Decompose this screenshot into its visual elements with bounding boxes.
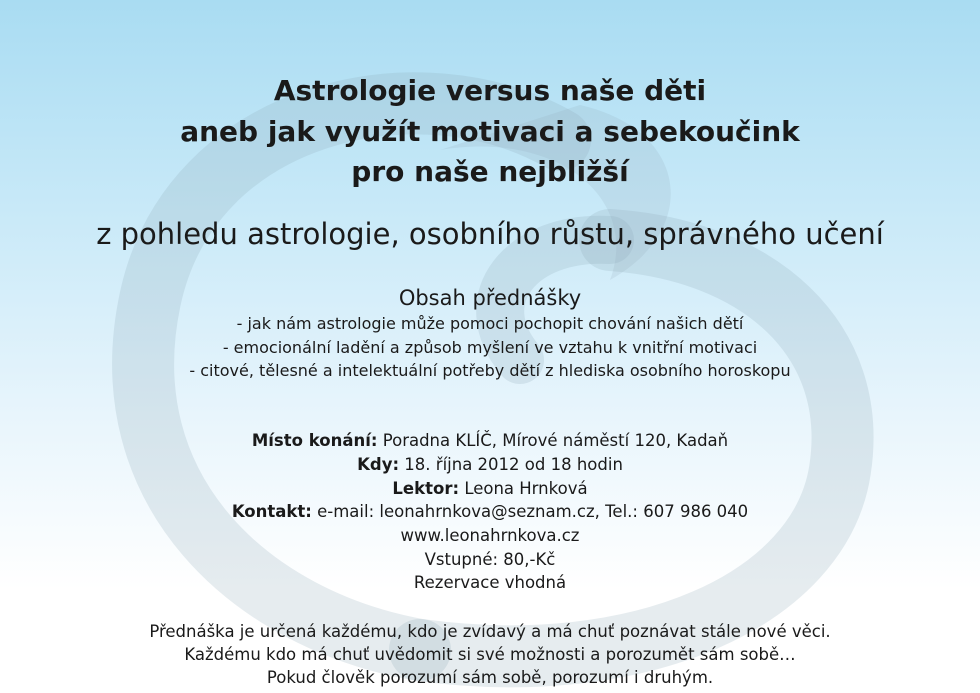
admission-line: Vstupné: 80,-Kč xyxy=(424,550,556,569)
closing-line: Přednáška je určená každému, kdo je zvídavý a má chuť poznávat stále nové věci. xyxy=(149,622,831,641)
venue-label: Místo konání: xyxy=(251,431,378,450)
venue-line xyxy=(0,430,980,452)
when-line xyxy=(0,454,980,476)
title-line-1: Astrologie versus naše děti xyxy=(273,74,707,107)
title-line-3: pro naše nejbližší xyxy=(351,155,629,188)
venue-value: Poradna KLÍČ, Mírové náměstí 120, Kadaň xyxy=(382,431,729,450)
contact-label: Kontakt: xyxy=(231,502,312,521)
subtitle: z pohledu astrologie, osobního růstu, správného učení xyxy=(96,217,884,251)
lecturer-label: Lektor: xyxy=(392,479,460,498)
when-label: Kdy: xyxy=(357,455,400,474)
title-line-2: aneb jak využít motivaci a sebekoučink xyxy=(180,115,800,148)
website-line: www.leonahrnkova.cz xyxy=(400,526,580,545)
closing-line: Každému kdo má chuť uvědomit si své možnosti a porozumět sám sobě… xyxy=(184,645,796,664)
contents-item: - emocionální ladění a způsob myšlení ve vztahu k vnitřní motivaci xyxy=(222,338,758,357)
lecturer-line xyxy=(0,478,980,500)
contents-item: - citové, tělesné a intelektuální potřeby dětí z hlediska osobního horoskopu xyxy=(189,361,791,380)
contact-value: e-mail: leonahrnkova@seznam.cz, Tel.: 607 986 040 xyxy=(317,502,749,521)
contents-item: - jak nám astrologie může pomoci pochopit chování našich dětí xyxy=(236,314,744,333)
when-value: 18. října 2012 od 18 hodin xyxy=(404,455,623,474)
lecturer-value: Leona Hrnková xyxy=(464,479,588,498)
closing-line: Pokud člověk porozumí sám sobě, porozumí i druhým. xyxy=(266,668,714,687)
reservation-line: Rezervace vhodná xyxy=(413,573,567,592)
contact-line xyxy=(0,501,980,523)
contents-heading: Obsah přednášky xyxy=(398,286,582,310)
